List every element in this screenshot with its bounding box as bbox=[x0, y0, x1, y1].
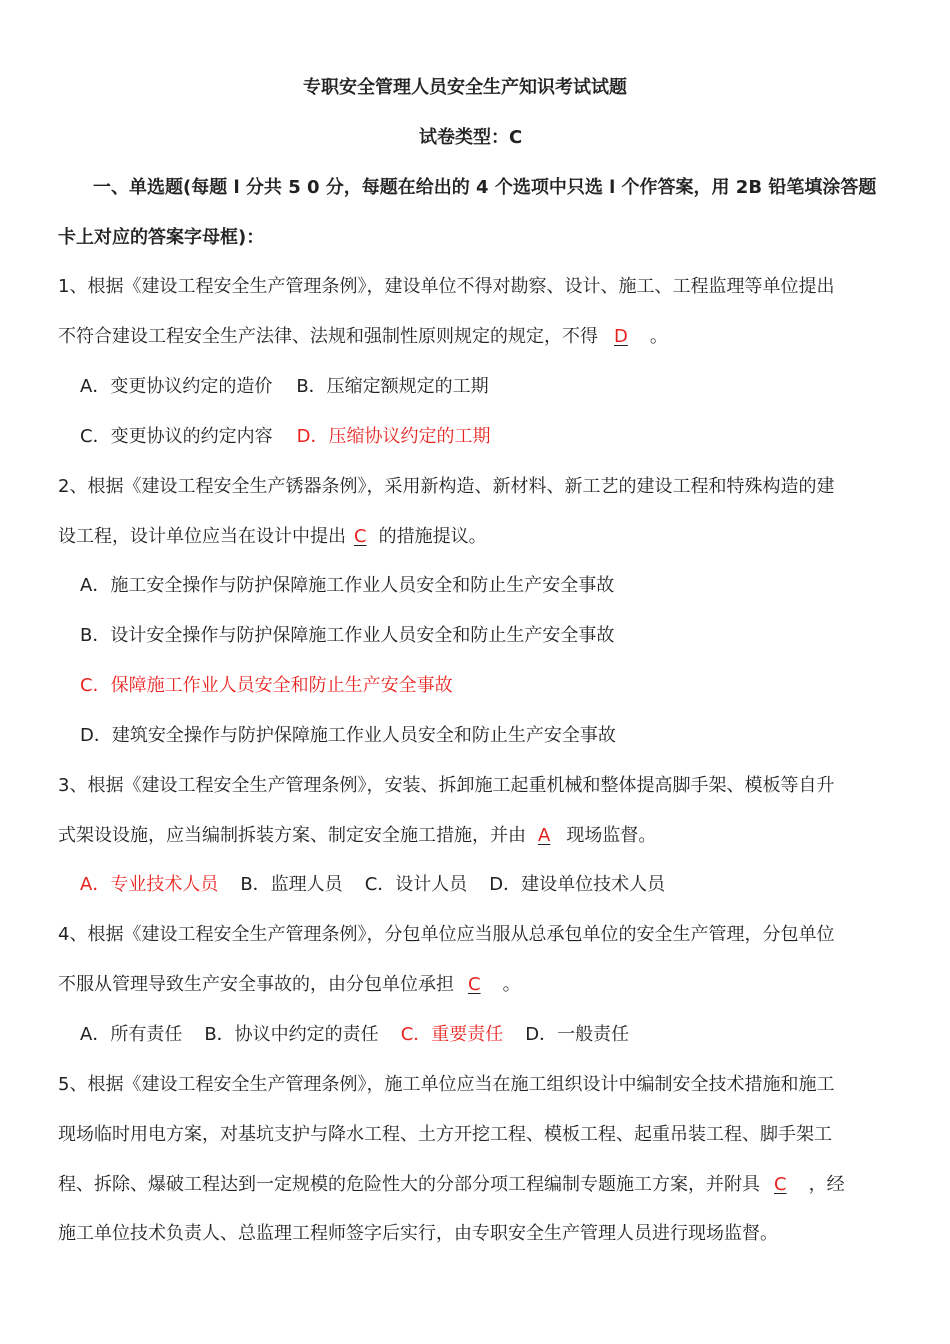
question-1-options-ab bbox=[80, 375, 489, 399]
question-3-answer: A bbox=[538, 825, 551, 846]
paper-type: 试卷类型：C bbox=[419, 127, 523, 148]
option-c: C．变更协议的约定内容 bbox=[80, 426, 273, 447]
question-1-answer: D bbox=[614, 326, 628, 347]
question-5-line1: 5、根据《建设工程安全生产管理条例》，施工单位应当在施工组织设计中编制安全技术措施和施工 bbox=[58, 1074, 835, 1095]
question-4-text: 不服从管理导致生产安全事故的，由分包单位承担 bbox=[58, 974, 454, 995]
question-1-options-cd bbox=[80, 425, 490, 449]
option-b: B．压缩定额规定的工期 bbox=[296, 376, 489, 397]
question-3-text: 式架设设施，应当编制拆装方案、制定安全施工措施，并由 bbox=[58, 825, 526, 846]
option-a: A．所有责任 bbox=[80, 1024, 183, 1045]
section-heading-line1: 一、单选题(每题 l 分共 5 0 分，每题在给出的 4 个选项中只选 l 个作答案，用 2B 铅笔填涂答题 bbox=[93, 177, 877, 198]
question-2-answer: C bbox=[354, 526, 367, 547]
answer-blank bbox=[760, 1174, 809, 1195]
question-2-text: 设工程，设计单位应当在设计中提出 bbox=[58, 526, 346, 547]
question-4-options bbox=[80, 1023, 629, 1047]
answer-blank bbox=[598, 326, 650, 347]
option-b: B．监理人员 bbox=[240, 874, 343, 895]
question-2-option-c-correct: C．保障施工作业人员安全和防止生产安全事故 bbox=[80, 675, 453, 696]
question-1-line1: 1、根据《建设工程安全生产管理条例》，建设单位不得对勘察、设计、施工、工程监理等单位提出 bbox=[58, 276, 835, 297]
section-heading-line2: 卡上对应的答案字母框)： bbox=[58, 227, 265, 248]
question-5-answer: C bbox=[774, 1174, 787, 1195]
question-3-options bbox=[80, 873, 665, 897]
question-2-option-a: A．施工安全操作与防护保障施工作业人员安全和防止生产安全事故 bbox=[80, 575, 615, 596]
option-b: B．协议中约定的责任 bbox=[204, 1024, 379, 1045]
question-5-line3 bbox=[58, 1173, 845, 1197]
question-5-text: 程、拆除、爆破工程达到一定规模的危险性大的分部分项工程编制专题施工方案，并附具 bbox=[58, 1174, 760, 1195]
question-5-line4: 施工单位技术负责人、总监理工程师签字后实行，由专职安全生产管理人员进行现场监督。 bbox=[58, 1223, 778, 1244]
option-d: D．建设单位技术人员 bbox=[489, 874, 666, 895]
question-1-line2 bbox=[58, 325, 668, 349]
option-a-correct: A．专业技术人员 bbox=[80, 874, 219, 895]
question-4-line1: 4、根据《建设工程安全生产管理条例》，分包单位应当服从总承包单位的安全生产管理，分包单位 bbox=[58, 924, 835, 945]
question-5-line2: 现场临时用电方案，对基坑支护与降水工程、土方开挖工程、模板工程、起重吊装工程、脚手架工 bbox=[58, 1124, 832, 1145]
question-1-text: 不符合建设工程安全生产法律、法规和强制性原则规定的规定，不得 bbox=[58, 326, 598, 347]
question-2-option-d: D．建筑安全操作与防护保障施工作业人员安全和防止生产安全事故 bbox=[80, 725, 616, 746]
question-3-line1: 3、根据《建设工程安全生产管理条例》，安装、拆卸施工起重机械和整体提高脚手架、模板等自升 bbox=[58, 775, 835, 796]
question-2-line2 bbox=[58, 525, 487, 549]
question-2-option-b: B．设计安全操作与防护保障施工作业人员安全和防止生产安全事故 bbox=[80, 625, 615, 646]
answer-blank bbox=[346, 526, 379, 547]
option-c-correct: C．重要责任 bbox=[400, 1024, 504, 1045]
option-c: C．设计人员 bbox=[364, 874, 468, 895]
question-2-line1: 2、根据《建设工程安全生产锈器条例》，采用新构造、新材料、新工艺的建设工程和特殊构造的建 bbox=[58, 476, 835, 497]
question-2-text-end: 的措施提议。 bbox=[378, 526, 487, 547]
question-3-text-end: 现场监督。 bbox=[566, 825, 657, 846]
option-d-correct: D．压缩协议约定的工期 bbox=[296, 426, 491, 447]
exam-title: 专职安全管理人员安全生产知识考试试题 bbox=[303, 77, 627, 98]
answer-blank bbox=[454, 974, 503, 995]
option-d: D．一般责任 bbox=[525, 1024, 630, 1045]
question-4-text-end: 。 bbox=[502, 974, 521, 995]
question-3-line2 bbox=[58, 824, 656, 848]
question-1-text-end: 。 bbox=[649, 326, 668, 347]
answer-blank bbox=[526, 825, 566, 846]
question-5-text-end: ，经 bbox=[808, 1174, 845, 1195]
option-a: A．变更协议约定的造价 bbox=[80, 376, 273, 397]
question-4-answer: C bbox=[468, 974, 481, 995]
question-4-line2 bbox=[58, 973, 521, 997]
